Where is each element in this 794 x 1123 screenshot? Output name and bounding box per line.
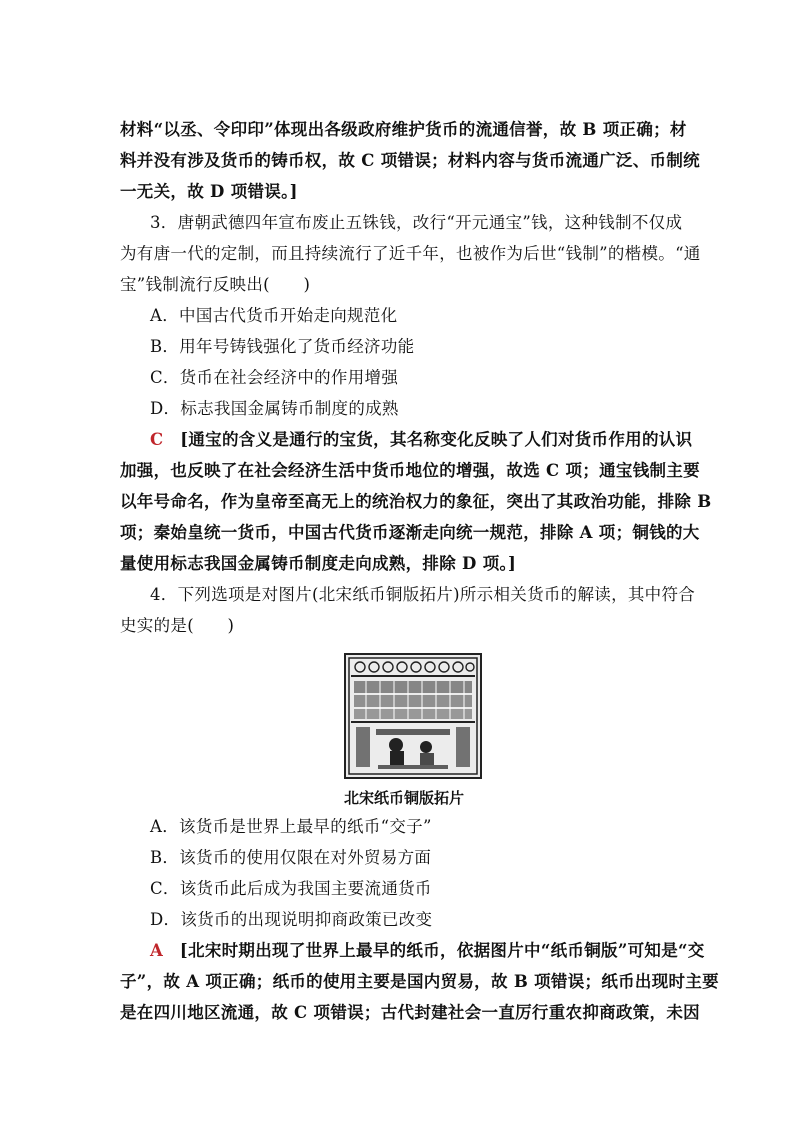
- option-d: D．该货币的出现说明抑商政策已改变: [150, 910, 433, 929]
- explanation-line: 料并没有涉及货币的铸币权，故 C 项错误；材料内容与货币流通广泛、币制统: [120, 151, 700, 170]
- explanation-line: 加强，也反映了在社会经济生活中货币地位的增强，故选 C 项；通宝钱制主要: [120, 461, 700, 480]
- explanation-line: 量使用标志我国金属铸币制度走向成熟，排除 D 项。]: [120, 554, 517, 573]
- rubbing-illustration: [346, 655, 480, 777]
- question-3-stem: 宝”钱制流行反映出( ): [120, 275, 311, 294]
- explanation-line: 一无关，故 D 项错误。]: [120, 182, 298, 201]
- explanation-text: [北宋时期出现了世界上最早的纸币，依据图片中“纸币铜版”可知是“交: [179, 941, 705, 960]
- explanation-line: 项；秦始皇统一货币，中国古代货币逐渐走向统一规范，排除 A 项；铜钱的大: [120, 523, 700, 542]
- option-c: C．该货币此后成为我国主要流通货币: [150, 879, 432, 898]
- jiaozi-rubbing-image: [344, 653, 482, 779]
- answer-letter: C: [150, 430, 164, 449]
- answer-letter: A: [150, 941, 164, 960]
- answer-line: [120, 935, 705, 966]
- option-c: C．货币在社会经济中的作用增强: [150, 368, 399, 387]
- answer-line: [120, 424, 693, 455]
- explanation-line: 子”，故 A 项正确；纸币的使用主要是国内贸易，故 B 项错误；纸币出现时主要: [120, 972, 719, 991]
- option-a: A．该货币是世界上最早的纸币“交子”: [150, 817, 432, 836]
- question-4-stem: 史实的是( ): [120, 616, 235, 635]
- option-d: D．标志我国金属铸币制度的成熟: [150, 399, 399, 418]
- question-4-stem: 4．下列选项是对图片(北宋纸币铜版拓片)所示相关货币的解读，其中符合: [150, 585, 696, 604]
- explanation-line: 以年号命名，作为皇帝至高无上的统治权力的象征，突出了其政治功能，排除 B: [120, 492, 712, 511]
- option-b: B．该货币的使用仅限在对外贸易方面: [150, 848, 432, 867]
- question-3-stem: 为有唐一代的定制，而且持续流行了近千年，也被作为后世“钱制”的楷模。“通: [120, 244, 701, 263]
- explanation-text: [通宝的含义是通行的宝货，其名称变化反映了人们对货币作用的认识: [180, 430, 693, 449]
- explanation-line: 材料“以丞、令印印”体现出各级政府维护货币的流通信誉，故 B 项正确；材: [120, 120, 687, 139]
- explanation-line: 是在四川地区流通，故 C 项错误；古代封建社会一直厉行重农抑商政策，未因: [120, 1003, 700, 1022]
- figure-caption: 北宋纸币铜版拓片: [343, 789, 464, 807]
- option-a: A．中国古代货币开始走向规范化: [150, 306, 398, 325]
- question-3-stem: 3．唐朝武德四年宣布废止五铢钱，改行“开元通宝”钱，这种钱制不仅成: [150, 213, 683, 232]
- option-b: B．用年号铸钱强化了货币经济功能: [150, 337, 415, 356]
- page-content: [120, 114, 719, 1028]
